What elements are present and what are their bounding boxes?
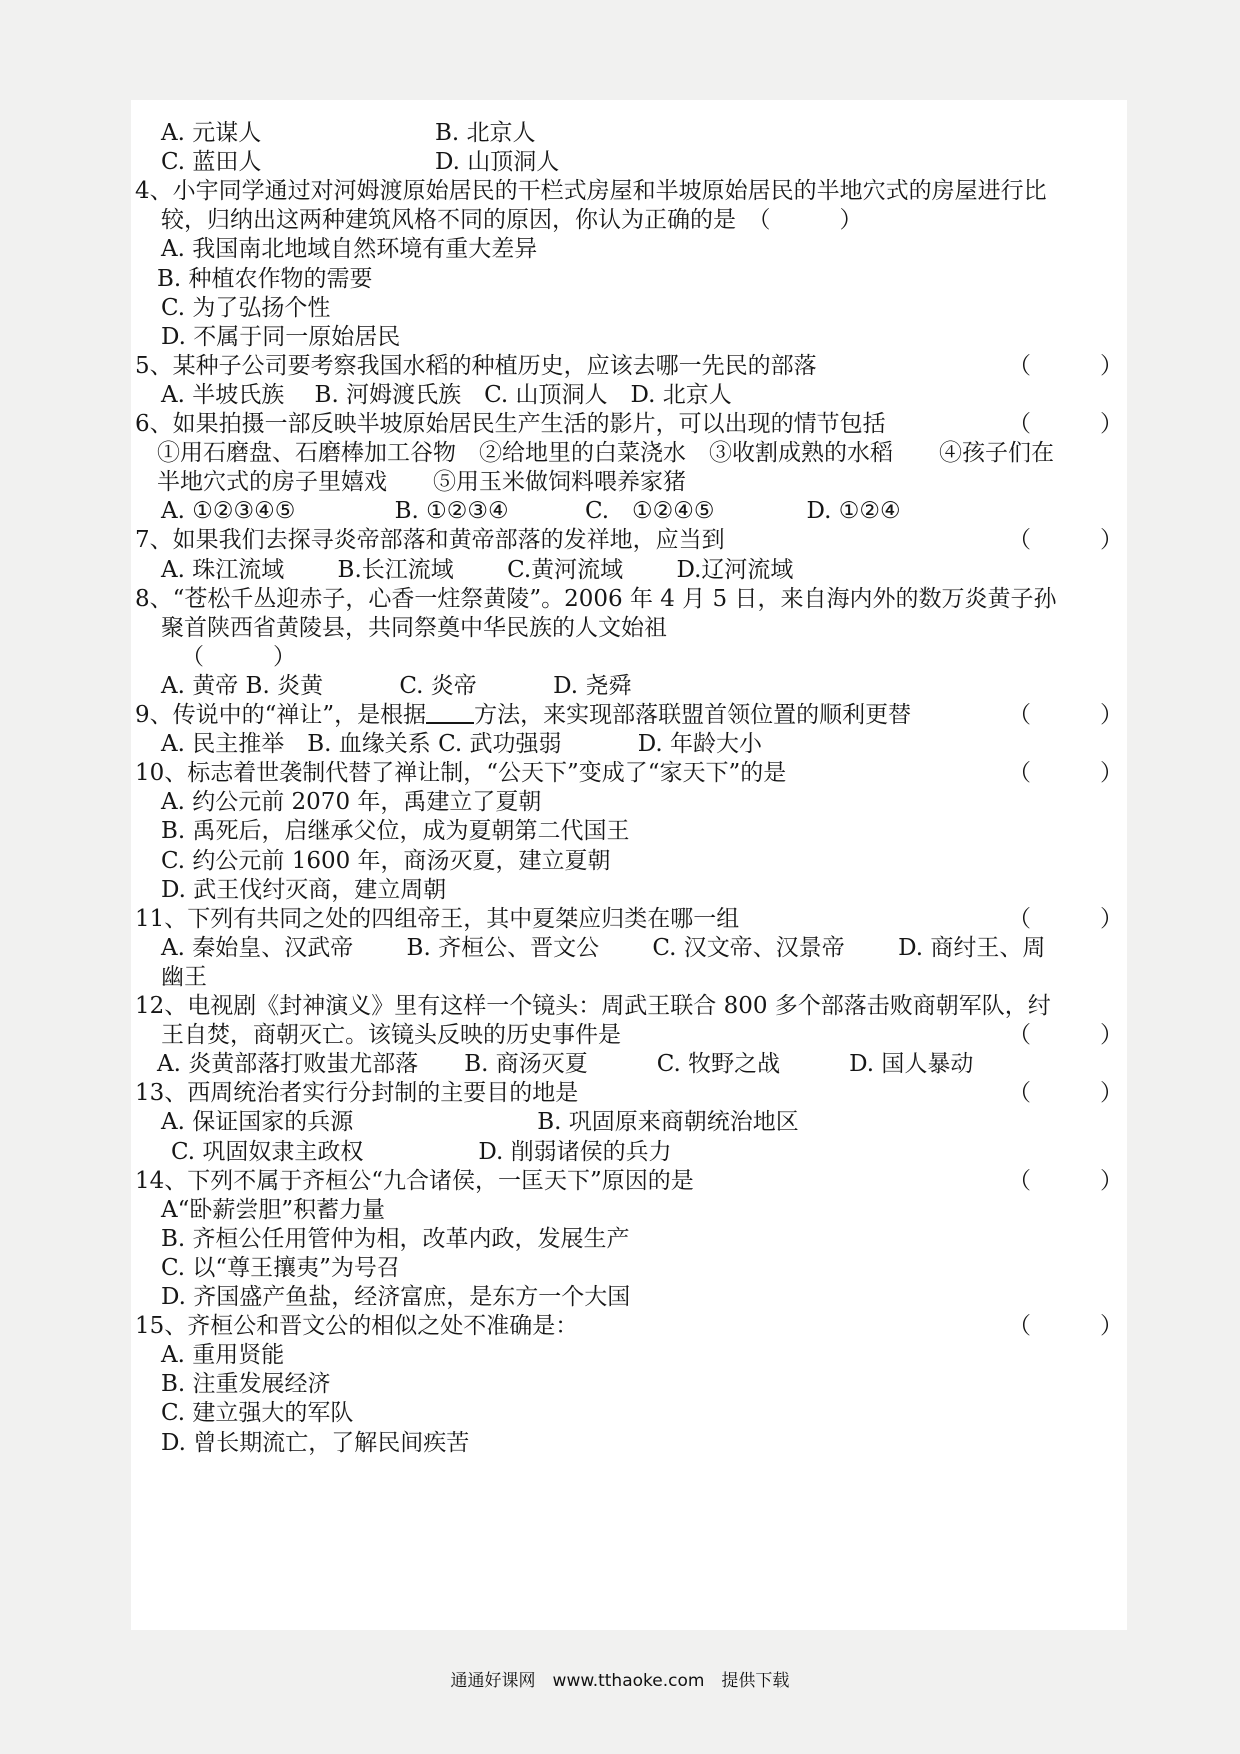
line-text: 半地穴式的房子里嬉戏 ⑤用玉米做饲料喂养家猪: [157, 469, 686, 496]
line-text: 10、标志着世袭制代替了禅让制，“公天下”变成了“家天下”的是: [135, 760, 787, 787]
fill-blank: [426, 700, 474, 724]
line-text: 较，归纳出这两种建筑风格不同的原因，你认为正确的是 （ ）: [161, 207, 863, 234]
line-text: 4、小宇同学通过对河姆渡原始居民的干栏式房屋和半坡原始居民的半地穴式的房屋进行比: [135, 178, 1047, 205]
line-text: C. 蓝田人: [161, 149, 262, 176]
text-line: [135, 757, 786, 789]
line-text: 聚首陕西省黄陵县，共同祭奠中华民族的人文始祖: [161, 614, 667, 641]
line-text: A. 保证国家的兵源 B. 巩固原来商朝统治地区: [161, 1109, 799, 1136]
text-line: [161, 495, 901, 527]
text-line: [161, 321, 400, 353]
line-text: ①用石磨盘、石磨棒加工谷物 ②给地里的白菜浇水 ③收割成熟的水稻 ④孩子们在: [157, 440, 1054, 467]
document-page: [131, 100, 1127, 1630]
text-line: [161, 146, 261, 178]
line-text: 7、如果我们去探寻炎帝部落和黄帝部落的发祥地，应当到: [135, 527, 725, 554]
answer-parentheses: （ ）: [1008, 1022, 1123, 1049]
line-text: A. 元谋人: [161, 120, 262, 146]
page-footer: 通通好课网 www.tthaoke.com 提供下载: [450, 1671, 790, 1691]
line-text: B. 禹死后，启继承父位，成为夏朝第二代国王: [161, 818, 630, 845]
text-line: [161, 1397, 353, 1429]
line-text: A. 半坡氏族 B. 河姆渡氏族 C. 山顶洞人 D. 北京人: [161, 381, 732, 408]
line-text: 9、传说中的“禅让”，是根据: [135, 702, 427, 728]
answer-parentheses: （ ）: [1008, 527, 1123, 554]
line-text: A“卧薪尝胆”积蓄力量: [161, 1196, 386, 1223]
text-line: [161, 233, 537, 265]
line-text: C. 为了弘扬个性: [161, 294, 331, 321]
line-text: A. 珠江流域 B.长江流域 C.黄河流域 D.辽河流域: [161, 556, 794, 583]
answer-parentheses: （ ）: [1008, 1313, 1123, 1340]
text-line: [161, 1194, 385, 1226]
line-text: 幽王: [161, 963, 207, 990]
line-text: C. 巩固奴隶主政权 D. 削弱诸侯的兵力: [171, 1138, 672, 1165]
text-line: [161, 554, 793, 586]
text-line: [161, 1427, 469, 1459]
line-text: B. 注重发展经济: [161, 1371, 331, 1398]
text-line: [161, 1368, 331, 1400]
answer-parentheses: （ ）: [1008, 1167, 1123, 1194]
text-line: [135, 990, 1051, 1022]
line-text: D. 曾长期流亡，了解民间疾苦: [161, 1429, 470, 1456]
text-line: [435, 146, 559, 178]
answer-parentheses: （ ）: [1008, 1080, 1123, 1107]
line-text: 13、西周统治者实行分封制的主要目的地是: [135, 1080, 579, 1107]
line-text: A. 炎黄部落打败蚩尤部落 B. 商汤灭夏 C. 牧野之战 D. 国人暴动: [157, 1051, 974, 1078]
line-text-after-blank: 方法，来实现部落联盟首领位置的顺利更替: [474, 702, 912, 728]
text-line: [135, 175, 1047, 207]
text-line: [135, 1165, 694, 1197]
answer-parentheses: （ ）: [1008, 905, 1123, 932]
line-text: C. 建立强大的军队: [161, 1400, 354, 1427]
text-line: [161, 786, 541, 818]
text-line: [181, 641, 296, 673]
text-line: [161, 1106, 799, 1138]
line-text: 15、齐桓公和晋文公的相似之处不准确是：: [135, 1313, 579, 1340]
text-line: [157, 1048, 973, 1080]
line-text: A. 约公元前 2070 年，禹建立了夏朝: [161, 789, 542, 816]
text-line: [161, 670, 631, 702]
line-text: D. 武王伐纣灭商，建立周朝: [161, 876, 447, 903]
text-line: [157, 466, 686, 498]
line-text: （ ）: [181, 643, 296, 670]
text-line: [161, 379, 732, 411]
line-text: B. 种植农作物的需要: [157, 265, 373, 292]
text-line: [161, 815, 630, 847]
text-line: [161, 728, 762, 760]
line-text: A. 重用贤能: [161, 1342, 285, 1369]
line-text: C. 约公元前 1600 年，商汤灭夏，建立夏朝: [161, 847, 611, 874]
line-text: D. 山顶洞人: [435, 149, 560, 176]
answer-parentheses: （ ）: [1008, 702, 1123, 728]
line-text: D. 不属于同一原始居民: [161, 323, 401, 350]
text-line: [171, 1136, 672, 1168]
line-text: 8、“苍松千丛迎赤子，心香一炷祭黄陵”。2006 年 4 月 5 日，来自海内外的数万炎黄子孙: [135, 585, 1057, 612]
line-text: 11、下列有共同之处的四组帝王，其中夏桀应归类在哪一组: [135, 905, 740, 932]
line-text: B. 北京人: [435, 120, 536, 146]
text-line: [135, 350, 817, 382]
text-line: [161, 1252, 400, 1284]
text-line: [161, 961, 207, 993]
line-text: 12、电视剧《封神演义》里有这样一个镜头：周武王联合 800 多个部落击败商朝军队，纣: [135, 993, 1051, 1019]
line-text: A. 秦始皇、汉武帝 B. 齐桓公、晋文公 C. 汉文帝、汉景帝 D. 商纣王、周: [161, 934, 1046, 961]
line-text: 5、某种子公司要考察我国水稻的种植历史，应该去哪一先民的部落: [135, 352, 817, 379]
line-text: 14、下列不属于齐桓公“九合诸侯，一匡天下”原因的是: [135, 1167, 694, 1194]
text-line: [135, 1077, 578, 1109]
text-line: [161, 874, 446, 906]
line-text: 王自焚，商朝灭亡。该镜头反映的历史事件是: [161, 1022, 621, 1049]
line-text: A. ①②③④⑤ B. ①②③④ C. ①②④⑤ D. ①②④: [161, 498, 901, 525]
text-line: [135, 1310, 578, 1342]
text-line: [135, 699, 911, 731]
text-line: [161, 292, 330, 324]
line-text: C. 以“尊王攘夷”为号召: [161, 1254, 400, 1281]
text-line: [435, 117, 536, 149]
answer-parentheses: （ ）: [1008, 760, 1123, 787]
text-line: [161, 204, 863, 236]
text-line: [161, 1223, 630, 1255]
line-text: A. 黄帝 B. 炎黄 C. 炎帝 D. 尧舜: [161, 672, 632, 699]
line-text: A. 民主推举 B. 血缘关系 C. 武功强弱 D. 年龄大小: [161, 731, 763, 758]
text-line: [157, 263, 373, 295]
line-text: D. 齐国盛产鱼盐，经济富庶，是东方一个大国: [161, 1284, 631, 1310]
text-line: [135, 903, 739, 935]
text-line: [135, 583, 1057, 615]
text-line: [161, 1281, 630, 1313]
text-line: [161, 612, 667, 644]
line-text: B. 齐桓公任用管仲为相，改革内政，发展生产: [161, 1225, 630, 1252]
answer-parentheses: （ ）: [1008, 352, 1123, 379]
text-line: [161, 1019, 621, 1051]
text-line: [161, 1339, 284, 1371]
text-line: [161, 845, 611, 877]
text-line: [161, 117, 261, 149]
text-line: [135, 408, 886, 440]
text-line: [135, 524, 725, 556]
answer-parentheses: （ ）: [1008, 411, 1123, 437]
line-text: 6、如果拍摄一部反映半坡原始居民生产生活的影片，可以出现的情节包括: [135, 411, 886, 437]
text-line: [157, 437, 1054, 469]
text-line: [161, 932, 1045, 964]
line-text: A. 我国南北地域自然环境有重大差异: [161, 236, 538, 263]
